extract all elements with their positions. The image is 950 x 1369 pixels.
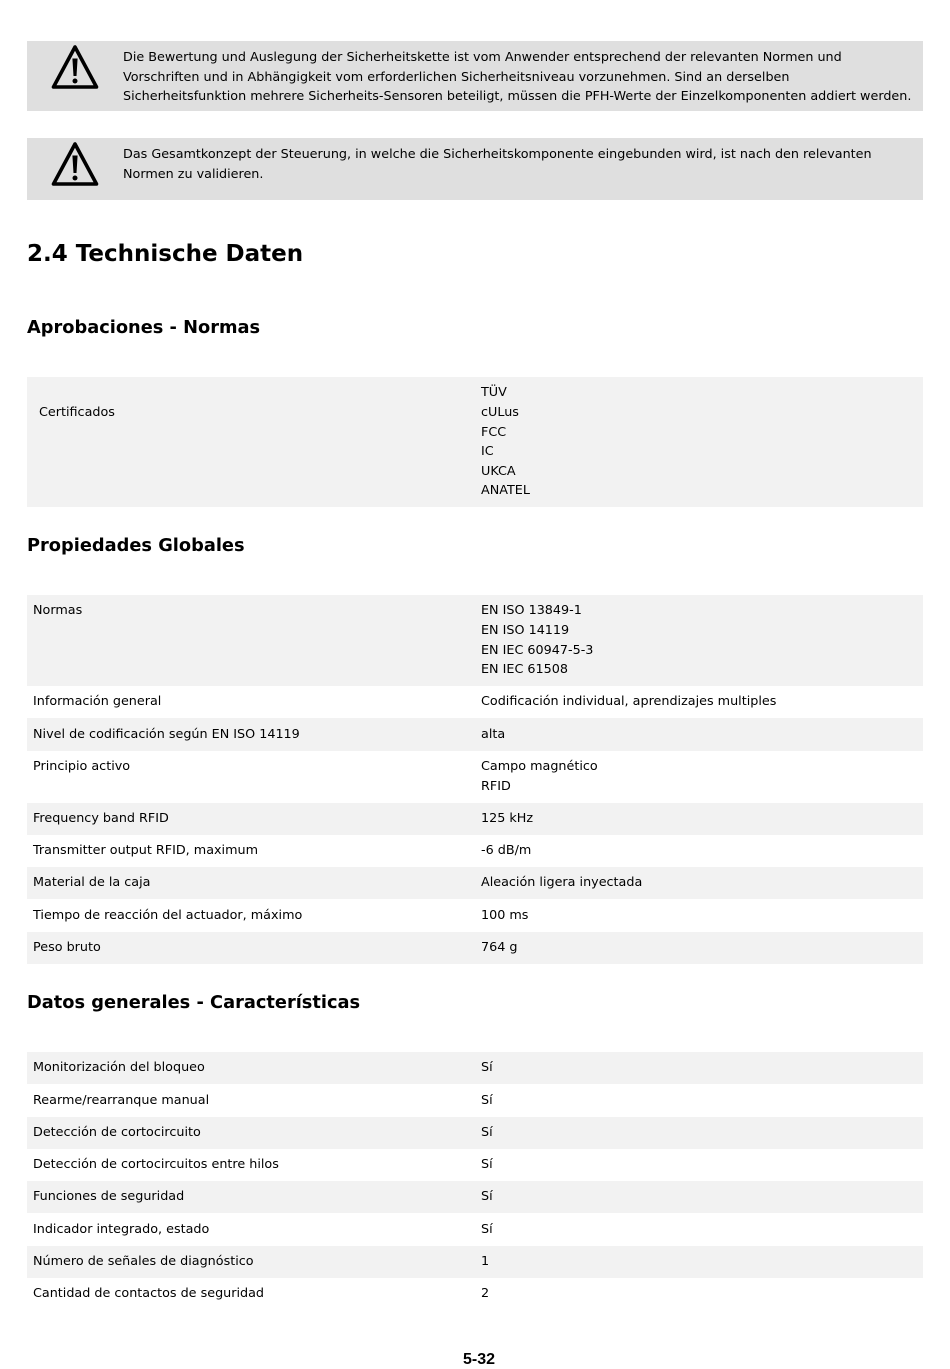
- row-value: [481, 692, 923, 712]
- row-value: Sí: [481, 1157, 493, 1173]
- row-value: Sí: [481, 1189, 493, 1205]
- row-value: [481, 757, 923, 796]
- value-line: EN IEC 61508: [481, 662, 568, 678]
- row-label: Cantidad de contactos de seguridad: [33, 1286, 265, 1302]
- row-value: [481, 906, 923, 926]
- row-label: Nivel de codificación según EN ISO 14119: [33, 726, 300, 742]
- table-row: [27, 377, 923, 507]
- row-value: 1: [481, 1254, 490, 1270]
- row-value: Sí: [481, 1221, 493, 1237]
- row-value: Sí: [481, 1092, 493, 1108]
- warning-text-line: Normen zu validieren.: [123, 166, 264, 182]
- table-row: [27, 835, 923, 867]
- warning-text-line: Das Gesamtkonzept der Steuerung, in welche die Sicherheitskomponente eingebunden wird, ist nach den relevanten: [123, 147, 872, 162]
- row-label: Indicador integrado, estado: [33, 1221, 210, 1237]
- row-label: Peso bruto: [33, 939, 101, 955]
- section-title: 2.4 Technische Daten: [27, 241, 304, 267]
- global-properties-heading: Propiedades Globales: [27, 535, 245, 556]
- table-row: [27, 1149, 923, 1181]
- warning-box: [27, 41, 923, 111]
- certificate-item: TÜV: [481, 385, 507, 401]
- value-line: Campo magnético: [481, 758, 598, 774]
- row-label: Normas: [33, 603, 83, 619]
- table-row: [27, 1213, 923, 1245]
- row-label: Detección de cortocircuito: [33, 1124, 201, 1140]
- certificate-item: cULus: [481, 404, 519, 420]
- warning-triangle-icon: [51, 141, 99, 187]
- warning-text-line: Die Bewertung und Auslegung der Sicherheitskette ist vom Anwender entsprechend der relevanten Normen und: [123, 50, 842, 65]
- table-row: [27, 718, 923, 750]
- certificate-item: FCC: [481, 424, 507, 440]
- warning-text-line: Vorschriften und in Abhängigkeit vom erforderlichen Sicherheitsniveau vorzunehmen. Sind an derselben: [123, 69, 790, 85]
- certificate-item: ANATEL: [481, 483, 530, 499]
- table-row: [27, 686, 923, 718]
- global-properties-table: [27, 595, 923, 964]
- row-label: Material de la caja: [33, 875, 151, 891]
- approvals-table: [27, 377, 923, 507]
- value-line: EN IEC 60947-5-3: [481, 642, 594, 658]
- row-label: Transmitter output RFID, maximum: [33, 843, 259, 859]
- table-row: [27, 1084, 923, 1116]
- general-data-table: [27, 1052, 923, 1310]
- warning-text-line: Sicherheitsfunktion mehrere Sicherheits-Sensoren beteiligt, müssen die PFH-Werte der Einzelkomponenten addiert werden.: [123, 89, 912, 105]
- row-label: Información general: [33, 694, 162, 710]
- value-line: 764 g: [481, 939, 518, 955]
- row-value: [481, 383, 923, 501]
- value-line: -6 dB/m: [481, 843, 532, 859]
- warning-triangle-icon: [51, 44, 99, 90]
- approvals-heading: Aprobaciones - Normas: [27, 317, 261, 338]
- row-label: Número de señales de diagnóstico: [33, 1254, 254, 1270]
- value-line: Codificación individual, aprendizajes multiples: [481, 694, 777, 710]
- table-row: [27, 1278, 923, 1310]
- table-row: [27, 867, 923, 899]
- page-number: 5-32: [462, 1351, 496, 1368]
- table-row: [27, 595, 923, 686]
- row-value: [481, 938, 923, 958]
- row-label: Tiempo de reacción del actuador, máximo: [33, 907, 303, 923]
- row-value: [481, 601, 923, 679]
- row-label: Principio activo: [33, 758, 131, 774]
- certificate-item: UKCA: [481, 463, 516, 479]
- row-label: Detección de cortocircuitos entre hilos: [33, 1157, 279, 1173]
- row-label: Certificados: [39, 404, 115, 420]
- row-value: 2: [481, 1286, 490, 1302]
- table-row: [27, 1246, 923, 1278]
- value-line: 125 kHz: [481, 810, 534, 826]
- row-label: Funciones de seguridad: [33, 1189, 185, 1205]
- table-row: [27, 751, 923, 803]
- row-value: [481, 841, 923, 861]
- table-row: [27, 932, 923, 964]
- value-line: EN ISO 14119: [481, 622, 570, 638]
- row-value: Sí: [481, 1060, 493, 1076]
- table-row: [27, 1052, 923, 1084]
- table-row: [27, 1181, 923, 1213]
- certificate-item: IC: [481, 444, 494, 460]
- row-value: [481, 809, 923, 829]
- warning-box: [27, 138, 923, 200]
- row-label: Monitorización del bloqueo: [33, 1060, 205, 1076]
- value-line: EN ISO 13849-1: [481, 603, 582, 619]
- row-label: Frequency band RFID: [33, 810, 169, 826]
- warning-text: [123, 48, 911, 107]
- value-line: RFID: [481, 778, 511, 794]
- general-data-heading: Datos generales - Características: [27, 992, 361, 1013]
- warning-text: [123, 145, 872, 184]
- row-value: [481, 725, 923, 745]
- table-row: [27, 1117, 923, 1149]
- table-row: [27, 899, 923, 931]
- value-line: 100 ms: [481, 907, 529, 923]
- row-value: [481, 873, 923, 893]
- row-label: Rearme/rearranque manual: [33, 1092, 210, 1108]
- table-row: [27, 803, 923, 835]
- value-line: Aleación ligera inyectada: [481, 875, 643, 891]
- row-value: Sí: [481, 1124, 493, 1140]
- value-line: alta: [481, 726, 506, 742]
